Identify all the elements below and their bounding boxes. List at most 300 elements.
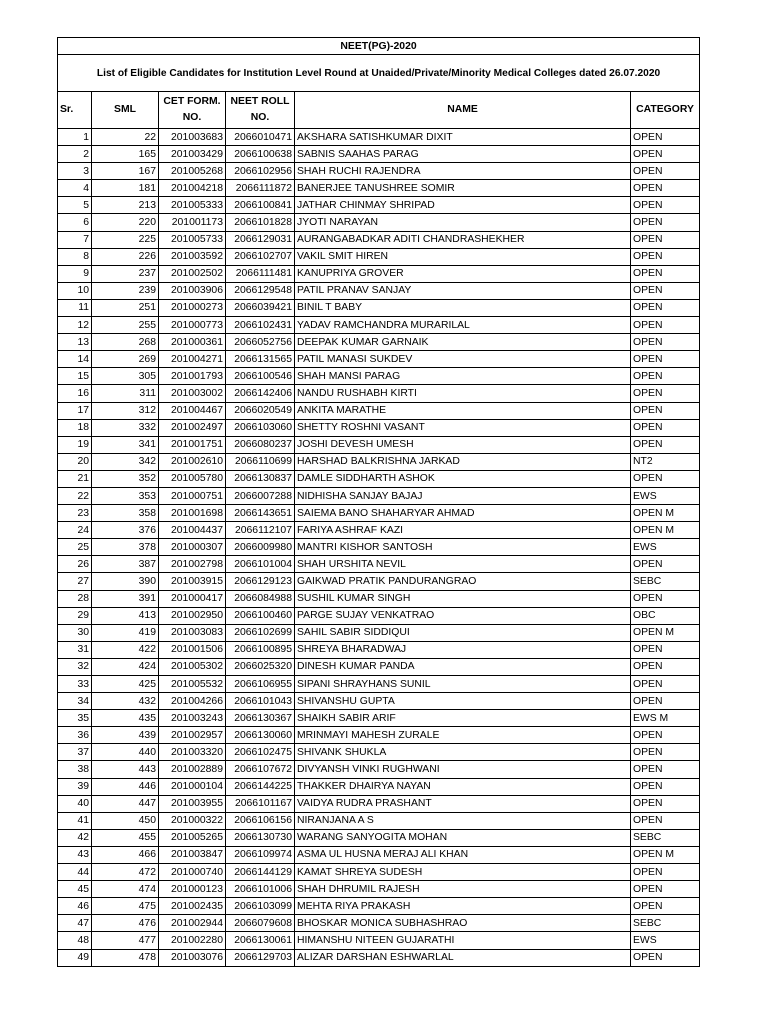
cell-sr: 28 <box>58 590 92 607</box>
cell-category: OPEN <box>631 761 700 778</box>
cell-name: SABNIS SAAHAS PARAG <box>295 146 631 163</box>
cell-name: SHAIKH SABIR ARIF <box>295 710 631 727</box>
table-row <box>58 522 700 539</box>
cell-sr: 33 <box>58 676 92 693</box>
cell-category: OPEN <box>631 299 700 316</box>
cell-cet-form-no: 201000322 <box>159 812 226 829</box>
cell-sr: 23 <box>58 505 92 522</box>
cell-sml: 390 <box>92 573 159 590</box>
cell-neet-roll-no: 2066079608 <box>226 915 295 932</box>
cell-neet-roll-no: 2066130837 <box>226 470 295 487</box>
cell-category: OPEN <box>631 693 700 710</box>
table-row <box>58 368 700 385</box>
table-row <box>58 214 700 231</box>
cell-name: NIDHISHA SANJAY BAJAJ <box>295 487 631 504</box>
cell-neet-roll-no: 2066130730 <box>226 829 295 846</box>
cell-name: PATIL PRANAV SANJAY <box>295 282 631 299</box>
cell-sml: 439 <box>92 727 159 744</box>
cell-neet-roll-no: 2066103099 <box>226 898 295 915</box>
cell-neet-roll-no: 2066129548 <box>226 282 295 299</box>
cell-cet-form-no: 201004437 <box>159 522 226 539</box>
title-row <box>58 38 700 55</box>
cell-sml: 22 <box>92 129 159 146</box>
cell-sr: 49 <box>58 949 92 966</box>
cell-name: MEHTA RIYA PRAKASH <box>295 898 631 915</box>
table-row <box>58 915 700 932</box>
cell-cet-form-no: 201005268 <box>159 163 226 180</box>
cell-cet-form-no: 201002502 <box>159 265 226 282</box>
document-title: NEET(PG)-2020 <box>58 38 700 55</box>
cell-cet-form-no: 201001698 <box>159 505 226 522</box>
subtitle-row <box>58 55 700 92</box>
cell-name: PARGE SUJAY VENKATRAO <box>295 607 631 624</box>
cell-category: OPEN <box>631 163 700 180</box>
cell-category: OPEN <box>631 470 700 487</box>
cell-sml: 435 <box>92 710 159 727</box>
table-row <box>58 744 700 761</box>
cell-sr: 35 <box>58 710 92 727</box>
cell-neet-roll-no: 2066009980 <box>226 539 295 556</box>
cell-neet-roll-no: 2066143651 <box>226 505 295 522</box>
cell-neet-roll-no: 2066102475 <box>226 744 295 761</box>
table-row <box>58 727 700 744</box>
cell-cet-form-no: 201005302 <box>159 658 226 675</box>
table-body <box>58 129 700 967</box>
table-row <box>58 573 700 590</box>
cell-cet-form-no: 201003429 <box>159 146 226 163</box>
cell-category: OPEN M <box>631 846 700 863</box>
cell-name: THAKKER DHAIRYA NAYAN <box>295 778 631 795</box>
cell-neet-roll-no: 2066007288 <box>226 487 295 504</box>
cell-category: EWS <box>631 932 700 949</box>
cell-sr: 37 <box>58 744 92 761</box>
cell-neet-roll-no: 2066100841 <box>226 197 295 214</box>
cell-category: OPEN <box>631 419 700 436</box>
cell-cet-form-no: 201003076 <box>159 949 226 966</box>
cell-neet-roll-no: 2066144225 <box>226 778 295 795</box>
cell-cet-form-no: 201003320 <box>159 744 226 761</box>
cell-neet-roll-no: 2066101006 <box>226 881 295 898</box>
cell-sml: 376 <box>92 522 159 539</box>
table-row <box>58 436 700 453</box>
cell-category: EWS <box>631 487 700 504</box>
cell-sr: 32 <box>58 658 92 675</box>
cell-category: OPEN <box>631 351 700 368</box>
table-row <box>58 676 700 693</box>
cell-neet-roll-no: 2066101828 <box>226 214 295 231</box>
cell-sr: 13 <box>58 334 92 351</box>
cell-cet-form-no: 201003906 <box>159 282 226 299</box>
cell-name: GAIKWAD PRATIK PANDURANGRAO <box>295 573 631 590</box>
cell-category: OPEN <box>631 590 700 607</box>
cell-neet-roll-no: 2066101004 <box>226 556 295 573</box>
cell-sr: 34 <box>58 693 92 710</box>
cell-neet-roll-no: 2066025320 <box>226 658 295 675</box>
header-name: NAME <box>295 92 631 129</box>
cell-cet-form-no: 201002280 <box>159 932 226 949</box>
cell-neet-roll-no: 2066130061 <box>226 932 295 949</box>
cell-sml: 358 <box>92 505 159 522</box>
cell-sml: 477 <box>92 932 159 949</box>
cell-neet-roll-no: 2066101043 <box>226 693 295 710</box>
cell-category: OPEN <box>631 282 700 299</box>
cell-sr: 1 <box>58 129 92 146</box>
document-subtitle: List of Eligible Candidates for Institution Level Round at Unaided/Private/Minority Medical Colleges dated 26.07.2020 <box>58 55 700 92</box>
cell-neet-roll-no: 2066106156 <box>226 812 295 829</box>
table-row <box>58 658 700 675</box>
cell-category: OPEN <box>631 658 700 675</box>
cell-name: SHIVANSHU GUPTA <box>295 693 631 710</box>
cell-name: MRINMAYI MAHESH ZURALE <box>295 727 631 744</box>
cell-neet-roll-no: 2066112107 <box>226 522 295 539</box>
cell-cet-form-no: 201002435 <box>159 898 226 915</box>
cell-sml: 167 <box>92 163 159 180</box>
header-row <box>58 92 700 129</box>
cell-cet-form-no: 201005532 <box>159 676 226 693</box>
cell-neet-roll-no: 2066129123 <box>226 573 295 590</box>
cell-cet-form-no: 201001173 <box>159 214 226 231</box>
cell-name: VAIDYA RUDRA PRASHANT <box>295 795 631 812</box>
cell-cet-form-no: 201000307 <box>159 539 226 556</box>
cell-name: SHREYA BHARADWAJ <box>295 641 631 658</box>
cell-sr: 15 <box>58 368 92 385</box>
cell-sml: 391 <box>92 590 159 607</box>
cell-name: YADAV RAMCHANDRA MURARILAL <box>295 317 631 334</box>
cell-sr: 11 <box>58 299 92 316</box>
cell-category: OPEN <box>631 197 700 214</box>
cell-sml: 353 <box>92 487 159 504</box>
table-row <box>58 197 700 214</box>
cell-neet-roll-no: 2066102707 <box>226 248 295 265</box>
cell-neet-roll-no: 2066100895 <box>226 641 295 658</box>
cell-sr: 36 <box>58 727 92 744</box>
cell-sml: 466 <box>92 846 159 863</box>
cell-cet-form-no: 201003955 <box>159 795 226 812</box>
cell-category: OPEN <box>631 248 700 265</box>
cell-name: SHETTY ROSHNI VASANT <box>295 419 631 436</box>
cell-name: ANKITA MARATHE <box>295 402 631 419</box>
cell-name: BANERJEE TANUSHREE SOMIR <box>295 180 631 197</box>
table-row <box>58 317 700 334</box>
cell-cet-form-no: 201002957 <box>159 727 226 744</box>
cell-sml: 474 <box>92 881 159 898</box>
cell-sr: 38 <box>58 761 92 778</box>
cell-cet-form-no: 201003592 <box>159 248 226 265</box>
table-row <box>58 248 700 265</box>
cell-cet-form-no: 201002610 <box>159 453 226 470</box>
cell-name: SHAH URSHITA NEVIL <box>295 556 631 573</box>
header-category: CATEGORY <box>631 92 700 129</box>
cell-sr: 46 <box>58 898 92 915</box>
cell-sr: 2 <box>58 146 92 163</box>
cell-cet-form-no: 201004467 <box>159 402 226 419</box>
cell-category: OPEN <box>631 402 700 419</box>
cell-sml: 446 <box>92 778 159 795</box>
cell-sr: 40 <box>58 795 92 812</box>
cell-name: KANUPRIYA GROVER <box>295 265 631 282</box>
cell-cet-form-no: 201000361 <box>159 334 226 351</box>
cell-name: ALIZAR DARSHAN ESHWARLAL <box>295 949 631 966</box>
cell-sr: 19 <box>58 436 92 453</box>
table-row <box>58 761 700 778</box>
cell-cet-form-no: 201003683 <box>159 129 226 146</box>
header-sml: SML <box>92 92 159 129</box>
cell-name: DIVYANSH VINKI RUGHWANI <box>295 761 631 778</box>
cell-neet-roll-no: 2066107672 <box>226 761 295 778</box>
header-neet-roll-no: NEET ROLL NO. <box>226 92 295 129</box>
cell-sr: 27 <box>58 573 92 590</box>
cell-sml: 341 <box>92 436 159 453</box>
cell-neet-roll-no: 2066052756 <box>226 334 295 351</box>
cell-neet-roll-no: 2066103060 <box>226 419 295 436</box>
cell-sr: 43 <box>58 846 92 863</box>
cell-category: OPEN <box>631 214 700 231</box>
cell-name: JYOTI NARAYAN <box>295 214 631 231</box>
cell-cet-form-no: 201002497 <box>159 419 226 436</box>
cell-sml: 378 <box>92 539 159 556</box>
cell-category: OPEN <box>631 146 700 163</box>
cell-cet-form-no: 201004266 <box>159 693 226 710</box>
cell-sml: 424 <box>92 658 159 675</box>
cell-name: NIRANJANA A S <box>295 812 631 829</box>
cell-cet-form-no: 201003847 <box>159 846 226 863</box>
table-row <box>58 812 700 829</box>
table-row <box>58 180 700 197</box>
cell-category: EWS <box>631 539 700 556</box>
cell-sml: 425 <box>92 676 159 693</box>
cell-category: OPEN <box>631 368 700 385</box>
cell-neet-roll-no: 2066111481 <box>226 265 295 282</box>
cell-sml: 387 <box>92 556 159 573</box>
table-row <box>58 419 700 436</box>
cell-sr: 14 <box>58 351 92 368</box>
cell-cet-form-no: 201003083 <box>159 624 226 641</box>
table-row <box>58 402 700 419</box>
cell-neet-roll-no: 2066102699 <box>226 624 295 641</box>
cell-name: BINIL T BABY <box>295 299 631 316</box>
cell-sml: 422 <box>92 641 159 658</box>
table-row <box>58 846 700 863</box>
table-row <box>58 556 700 573</box>
cell-category: OPEN M <box>631 505 700 522</box>
cell-neet-roll-no: 2066129703 <box>226 949 295 966</box>
cell-sr: 12 <box>58 317 92 334</box>
cell-name: ASMA UL HUSNA MERAJ ALI KHAN <box>295 846 631 863</box>
cell-category: OPEN <box>631 436 700 453</box>
cell-cet-form-no: 201000773 <box>159 317 226 334</box>
cell-neet-roll-no: 2066100638 <box>226 146 295 163</box>
cell-sml: 312 <box>92 402 159 419</box>
cell-cet-form-no: 201004271 <box>159 351 226 368</box>
cell-category: OPEN <box>631 864 700 881</box>
cell-name: AKSHARA SATISHKUMAR DIXIT <box>295 129 631 146</box>
table-row <box>58 949 700 966</box>
cell-name: SHIVANK SHUKLA <box>295 744 631 761</box>
cell-name: DEEPAK KUMAR GARNAIK <box>295 334 631 351</box>
cell-sr: 29 <box>58 607 92 624</box>
cell-name: KAMAT SHREYA SUDESH <box>295 864 631 881</box>
cell-cet-form-no: 201000417 <box>159 590 226 607</box>
cell-neet-roll-no: 2066130367 <box>226 710 295 727</box>
cell-cet-form-no: 201000104 <box>159 778 226 795</box>
cell-sml: 305 <box>92 368 159 385</box>
cell-sml: 476 <box>92 915 159 932</box>
cell-category: OPEN <box>631 556 700 573</box>
table-row <box>58 351 700 368</box>
cell-name: HARSHAD BALKRISHNA JARKAD <box>295 453 631 470</box>
cell-name: SAHIL SABIR SIDDIQUI <box>295 624 631 641</box>
cell-category: OPEN <box>631 231 700 248</box>
cell-name: SIPANI SHRAYHANS SUNIL <box>295 676 631 693</box>
cell-sml: 472 <box>92 864 159 881</box>
cell-cet-form-no: 201000123 <box>159 881 226 898</box>
cell-neet-roll-no: 2066110699 <box>226 453 295 470</box>
table-row <box>58 505 700 522</box>
cell-neet-roll-no: 2066084988 <box>226 590 295 607</box>
cell-sr: 20 <box>58 453 92 470</box>
cell-category: OPEN <box>631 317 700 334</box>
cell-neet-roll-no: 2066102431 <box>226 317 295 334</box>
cell-cet-form-no: 201005333 <box>159 197 226 214</box>
cell-sml: 455 <box>92 829 159 846</box>
cell-neet-roll-no: 2066106955 <box>226 676 295 693</box>
table-row <box>58 693 700 710</box>
cell-sr: 22 <box>58 487 92 504</box>
cell-sr: 25 <box>58 539 92 556</box>
cell-sr: 3 <box>58 163 92 180</box>
cell-name: HIMANSHU NITEEN GUJARATHI <box>295 932 631 949</box>
cell-cet-form-no: 201002950 <box>159 607 226 624</box>
table-row <box>58 282 700 299</box>
cell-cet-form-no: 201000273 <box>159 299 226 316</box>
cell-name: BHOSKAR MONICA SUBHASHRAO <box>295 915 631 932</box>
cell-cet-form-no: 201000751 <box>159 487 226 504</box>
table-row <box>58 163 700 180</box>
cell-cet-form-no: 201005733 <box>159 231 226 248</box>
cell-neet-roll-no: 2066109974 <box>226 846 295 863</box>
cell-sr: 26 <box>58 556 92 573</box>
cell-sml: 352 <box>92 470 159 487</box>
cell-category: NT2 <box>631 453 700 470</box>
cell-neet-roll-no: 2066142406 <box>226 385 295 402</box>
cell-category: OPEN <box>631 180 700 197</box>
cell-category: OPEN <box>631 676 700 693</box>
table-row <box>58 590 700 607</box>
cell-sml: 443 <box>92 761 159 778</box>
cell-cet-form-no: 201000740 <box>159 864 226 881</box>
cell-category: OPEN <box>631 129 700 146</box>
table-row <box>58 299 700 316</box>
cell-category: SEBC <box>631 829 700 846</box>
cell-sml: 239 <box>92 282 159 299</box>
table-row <box>58 470 700 487</box>
table-row <box>58 778 700 795</box>
cell-category: OPEN <box>631 881 700 898</box>
table-row <box>58 231 700 248</box>
cell-sml: 440 <box>92 744 159 761</box>
cell-name: AURANGABADKAR ADITI CHANDRASHEKHER <box>295 231 631 248</box>
cell-category: EWS M <box>631 710 700 727</box>
cell-sr: 42 <box>58 829 92 846</box>
cell-sr: 31 <box>58 641 92 658</box>
cell-sr: 39 <box>58 778 92 795</box>
cell-neet-roll-no: 2066039421 <box>226 299 295 316</box>
table-row <box>58 641 700 658</box>
cell-cet-form-no: 201004218 <box>159 180 226 197</box>
cell-sr: 47 <box>58 915 92 932</box>
cell-cet-form-no: 201003002 <box>159 385 226 402</box>
cell-sr: 48 <box>58 932 92 949</box>
cell-sml: 237 <box>92 265 159 282</box>
cell-sr: 24 <box>58 522 92 539</box>
cell-sml: 478 <box>92 949 159 966</box>
cell-category: OPEN <box>631 949 700 966</box>
cell-sml: 269 <box>92 351 159 368</box>
cell-neet-roll-no: 2066129031 <box>226 231 295 248</box>
table-row <box>58 829 700 846</box>
cell-sml: 268 <box>92 334 159 351</box>
table-row <box>58 864 700 881</box>
cell-neet-roll-no: 2066131565 <box>226 351 295 368</box>
cell-neet-roll-no: 2066100460 <box>226 607 295 624</box>
table-row <box>58 146 700 163</box>
cell-sr: 45 <box>58 881 92 898</box>
cell-neet-roll-no: 2066144129 <box>226 864 295 881</box>
cell-category: SEBC <box>631 573 700 590</box>
cell-sml: 342 <box>92 453 159 470</box>
cell-sml: 475 <box>92 898 159 915</box>
table-row <box>58 898 700 915</box>
cell-name: SAIEMA BANO SHAHARYAR AHMAD <box>295 505 631 522</box>
cell-sml: 213 <box>92 197 159 214</box>
cell-name: JOSHI DEVESH UMESH <box>295 436 631 453</box>
cell-sr: 8 <box>58 248 92 265</box>
cell-sr: 10 <box>58 282 92 299</box>
table-row <box>58 334 700 351</box>
cell-neet-roll-no: 2066010471 <box>226 129 295 146</box>
cell-sr: 30 <box>58 624 92 641</box>
cell-sml: 255 <box>92 317 159 334</box>
header-cet-form-no: CET FORM. NO. <box>159 92 226 129</box>
cell-name: VAKIL SMIT HIREN <box>295 248 631 265</box>
cell-name: MANTRI KISHOR SANTOSH <box>295 539 631 556</box>
cell-sml: 311 <box>92 385 159 402</box>
cell-cet-form-no: 201005265 <box>159 829 226 846</box>
cell-name: DAMLE SIDDHARTH ASHOK <box>295 470 631 487</box>
cell-category: OPEN <box>631 265 700 282</box>
cell-category: OPEN M <box>631 624 700 641</box>
cell-sml: 413 <box>92 607 159 624</box>
table-row <box>58 932 700 949</box>
cell-sml: 251 <box>92 299 159 316</box>
cell-category: OPEN <box>631 898 700 915</box>
table-row <box>58 539 700 556</box>
cell-sml: 450 <box>92 812 159 829</box>
cell-category: OPEN <box>631 385 700 402</box>
table-row <box>58 453 700 470</box>
cell-sr: 4 <box>58 180 92 197</box>
cell-cet-form-no: 201002889 <box>159 761 226 778</box>
cell-sml: 225 <box>92 231 159 248</box>
table-row <box>58 710 700 727</box>
cell-name: WARANG SANYOGITA MOHAN <box>295 829 631 846</box>
table-row <box>58 265 700 282</box>
cell-cet-form-no: 201005780 <box>159 470 226 487</box>
cell-category: OBC <box>631 607 700 624</box>
cell-cet-form-no: 201002944 <box>159 915 226 932</box>
cell-cet-form-no: 201003243 <box>159 710 226 727</box>
cell-neet-roll-no: 2066100546 <box>226 368 295 385</box>
